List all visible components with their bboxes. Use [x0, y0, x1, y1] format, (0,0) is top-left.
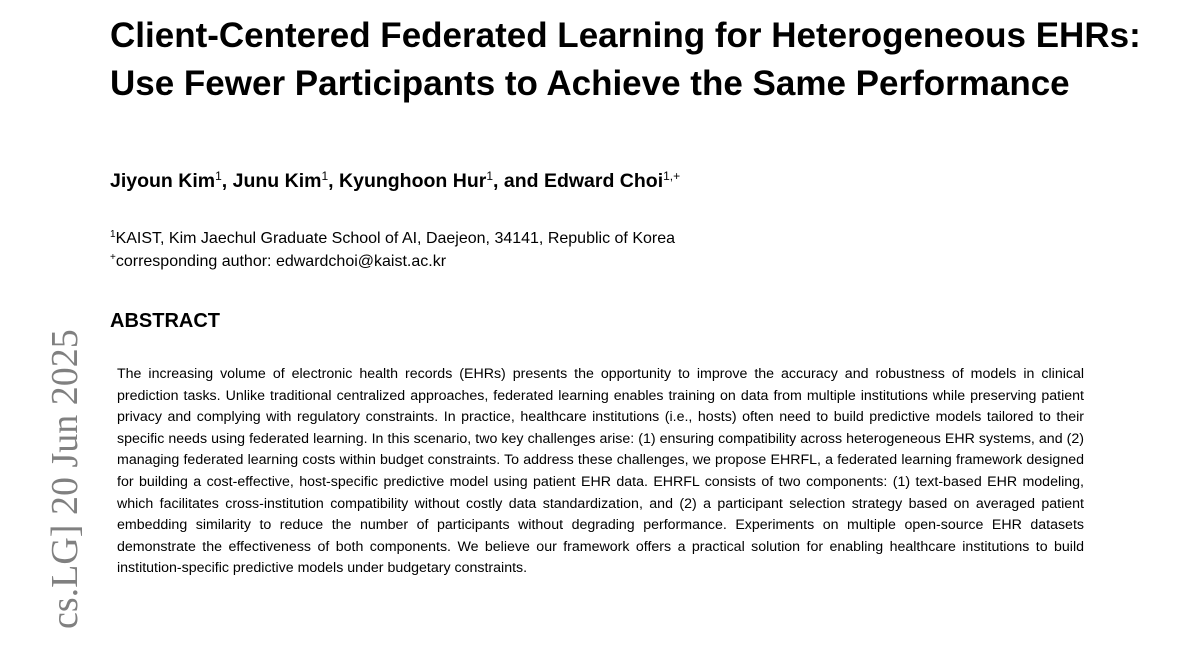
- affiliation-text: KAIST, Kim Jaechul Graduate School of AI, Daejeon, 34141, Republic of Korea: [115, 230, 676, 247]
- author-separator: ,: [328, 170, 340, 192]
- affiliation-line: [110, 227, 675, 250]
- abstract-heading: ABSTRACT: [110, 310, 220, 332]
- author-separator: ,: [221, 170, 233, 192]
- author: Junu Kim$^1$: [232, 169, 329, 192]
- author-affiliation-mark: 1: [321, 169, 329, 183]
- author: Jiyoun Kim$^1$: [110, 169, 222, 192]
- corresponding-author-line: [110, 250, 675, 273]
- arxiv-identifier-stamp: cs.LG] 20 Jun 2025: [44, 329, 86, 629]
- author: Edward Choi$^{1,+}$: [543, 169, 681, 192]
- author-affiliation-mark: 1: [215, 169, 222, 183]
- abstract-text: The increasing volume of electronic health records (EHRs) presents the opportunity to improve the accuracy and robustness of models in clinical prediction tasks. Unlike traditional centralized approaches, federated learning enables training on data from multiple institutions while preserving patient privacy and complying with regulatory constraints. In practice, healthcare institutions (i.e., hosts) often need to build predictive models tailored to their specific needs using federated learning. In this scenario, two key challenges arise: (1) ensuring compatibility across heterogeneous EHR systems, and (2) managing federated learning costs within budget constraints. To address these challenges, we propose EHRFL, a federated learning framework designed for building a cost-effective, host-specific predictive model using patient EHR data. EHRFL consists of two components: (1) text-based EHR modeling, which facilitates cross-institution compatibility without costly data standardization, and (2) a participant selection strategy based on averaged patient embedding similarity to reduce the number of participants without degrading performance. Experiments on multiple open-source EHR datasets demonstrate the effectiveness of both components. We believe our framework offers a practical solution for enabling healthcare institutions to build institution-specific predictive models under budgetary constraints.: [117, 366, 1084, 577]
- affiliation-mark: 1: [110, 229, 116, 240]
- affiliation-mark: +: [110, 252, 116, 263]
- author-list: [110, 170, 680, 193]
- author-separator: , and: [493, 170, 544, 192]
- affiliations: [110, 227, 675, 273]
- corresponding-author-text: corresponding author: edwardchoi@kaist.ac.kr: [115, 253, 447, 270]
- author: Kyunghoon Hur$^1$: [339, 169, 494, 192]
- author-affiliation-mark: 1: [486, 169, 494, 183]
- paper-title: Client-Centered Federated Learning for Heterogeneous EHRs: Use Fewer Participants to Achieve the Same Performance: [110, 16, 1141, 103]
- author-affiliation-mark: 1,+: [663, 169, 681, 183]
